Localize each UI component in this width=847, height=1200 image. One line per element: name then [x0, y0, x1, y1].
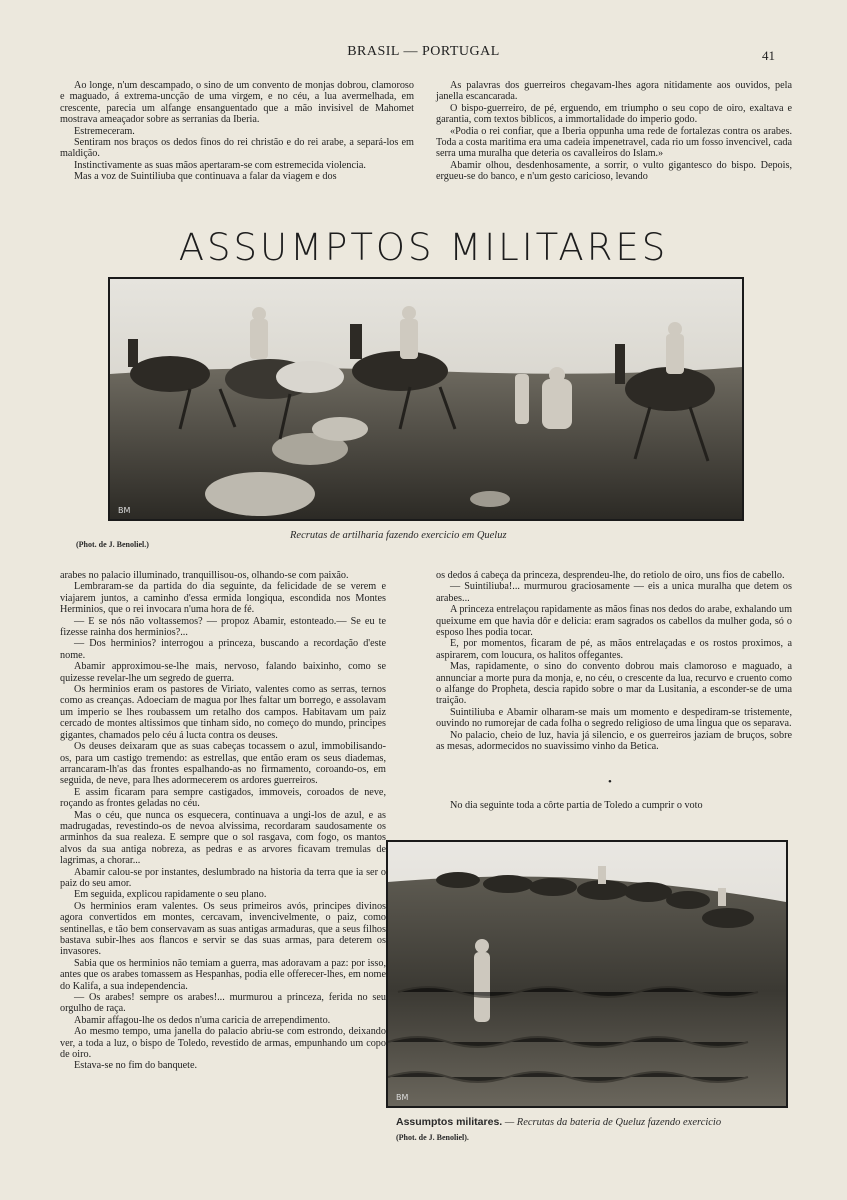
page-number: 41 — [762, 48, 775, 63]
paragraph: Sabia que os herminios não temiam a guerra, mas adoravam a paz: por isso, antes que os arabes tomassem as Hespanhas, podia elle offerecer-lhes, em nome do Kalifa, a sua independencia. — [60, 957, 386, 992]
paragraph: — Os arabes! sempre os arabes!... murmurou a princeza, ferida no seu orgulho de raça. — [60, 992, 386, 1015]
paragraph: Instinctivamente as suas mãos apertaram-se com estremecida violencia. — [74, 159, 366, 171]
running-title: BRASIL — PORTUGAL — [347, 44, 500, 59]
paragraph: — Suintiliuba!... murmurou graciosamente — eis a unica muralha que detem os arabes... — [436, 581, 792, 604]
paragraph: Lembraram-se da partida do dia seguinte, da felicidade de se verem e viajarem juntos, a caminho d'essa ermida longiqua, escondida nos Montes Herminios, que o rei invocara n'uma hora de fé. — [60, 581, 386, 616]
paragraph: Mas, rapidamente, o sino do convento dobrou mais clamoroso e maguado, a annunciar a morte pura da monja, e, no céu, o crescente da lua, recurvo e cruento como o alfange do Propheta, descia rapido sobre o mar da Lusitania, a esconder-se de uma traição. — [436, 661, 792, 707]
top-right-column — [436, 80, 792, 183]
paragraph: Estava-se no fim do banquete. — [74, 1060, 198, 1072]
photo-image — [388, 842, 786, 1106]
paragraph: Abamir affagou-lhe os dedos n'uma caricia de arrependimento. — [74, 1014, 331, 1026]
paragraph: Abamir approximou-se-lhe mais, nervoso, falando baixinho, como se quizesse revelar-lhe um segredo de guerra. — [60, 661, 386, 684]
paragraph: Mas o céu, que nunca os esquecera, continuava a ungi-los de azul, e as madrugadas, revestindo-os de nevoa alvissima, recordaram saudosamente os arminhos da sua realeza. E sempre que o sol rasgava, com fogo, os mantos alvos da sua antiga nobreza, as pedras e as arvores ficavam tremulas de lagrimas, a chorar... — [60, 809, 386, 867]
photo2-credit: (Phot. de J. Benoliel). — [396, 1133, 469, 1142]
paragraph: As palavras dos guerreiros chegavam-lhes agora nitidamente aos ouvidos, pela janella escancarada. — [436, 80, 792, 103]
photo1-credit: (Phot. de J. Benoliel.) — [76, 540, 149, 549]
paragraph: Sentiram nos braços os dedos finos do rei christão e do rei arabe, a separá-los em maldição. — [60, 137, 414, 160]
paragraph: — E se nós não voltassemos? — propoz Abamir, estonteado.— Se eu te fizesse rainha dos herminios?... — [60, 615, 386, 639]
paragraph: Abamir calou-se por instantes, deslumbrado na historia da terra que ia ser o paiz do seu amor. — [60, 866, 386, 889]
bottom-left-column — [60, 570, 386, 1072]
paragraph: O bispo-guerreiro, de pé, erguendo, em triumpho o seu copo de oiro, exaltava e garantia, com textos biblicos, a immortalidade do imperio godo. — [436, 102, 792, 126]
paragraph: Ao longe, n'um descampado, o sino de um convento de monjas dobrou, clamoroso e maguado, á extrema-uncção de uma virgem, e no céu, a lua avermelhada, em crescente, parecia um alfange ensanguentado que a mão invisivel de Mahomet mostrava ameaçador sobre as serranias da Iberia. — [60, 80, 414, 126]
photo-image — [110, 279, 742, 519]
paragraph: os dedos á cabeça da princeza, desprendeu-lhe, do retiolo de oiro, uns fios de cabello. — [436, 570, 785, 581]
top-left-column — [60, 80, 414, 183]
photo2-caption-text: — Recrutas da bateria de Queluz fazendo exercicio — [502, 1117, 722, 1128]
paragraph: Estremeceram. — [74, 125, 135, 137]
paragraph: Mas a voz de Suintiliuba que continuava a falar da viagem e dos — [74, 171, 337, 183]
paragraph: Os herminios eram valentes. Os seus primeiros avós, principes divinos agora convertidos em montes, cercavam, invencivelmente, o paiz, como sentinellas, e tão bem conservavam as suas antigas armaduras, que a seus filhos bastava subir-lhes aos flancos e servir se das suas armas, para deterem os invasores. — [60, 900, 386, 958]
paragraph: No dia seguinte toda a côrte partia de Toledo a cumprir o voto — [450, 800, 703, 811]
photo-monogram: BM — [118, 506, 131, 515]
paragraph: Os deuses deixaram que as suas cabeças tocassem o azul, immobilisando-os, para um castigo tremendo: as estrellas, que então eram os seus diademas, arrancaram-lh'as das frontes espalhando-as no firmamento, coroando-os, em seguida, de neve, para lhes adormecerem os ardores guerreiros. — [60, 741, 386, 787]
photo-artillery-recruits — [108, 277, 744, 521]
paragraph: Suintiliuba e Abamir olharam-se mais um momento e despediram-se tristemente, ouvindo no rumorejar de cada folha o segredo religioso de uma lingua que os separava. — [436, 706, 792, 730]
next-day-line — [436, 800, 792, 811]
photo2-caption-bold: Assumptos militares. — [396, 1116, 503, 1128]
separator-dot: • — [608, 776, 612, 788]
paragraph: Ao mesmo tempo, uma janella do palacio abriu-se com estrondo, deixando ver, a toda a luz, o bispo de Toledo, revestido de armas, empunhando um copo de oiro. — [60, 1026, 386, 1061]
photo2-caption — [396, 1116, 790, 1128]
paragraph: arabes no palacio illuminado, tranquillisou-os, olhando-se com paixão. — [60, 570, 349, 581]
paragraph: E assim ficaram para sempre castigados, immoveis, coroados de neve, roçando as frontes geladas no céu. — [60, 786, 386, 810]
paragraph: E, por momentos, ficaram de pé, as mãos entrelaçadas e os rostos proximos, a aspirarem, com loucura, os halitos offegantes. — [436, 638, 792, 661]
photo1-caption: Recrutas de artilharia fazendo exercicio em Queluz — [290, 530, 507, 541]
bottom-right-column — [436, 570, 792, 753]
paragraph: «Podia o rei confiar, que a Iberia oppunha uma rede de fortalezas contra os arabes. Toda a costa maritima era uma cadeia impenetravel, cada rio um fosso invencivel, cada serra uma muralha que deteria os cavalleiros do Islam.» — [436, 125, 792, 160]
paragraph: Abamir olhou, desdenhosamente, a sorrir, o vulto gigantesco do bispo. Depois, ergueu-se do banco, e n'um gesto caricioso, levando — [436, 159, 792, 183]
page-header — [0, 44, 847, 64]
paragraph: Os herminios eram os pastores de Viriato, valentes como as serras, ternos como as creanças. Adoeciam de magua por lhes faltar um borrego, e assolavam um imperio se lhes roubassem um retalho dos campos. Habitavam um paiz cercado de montes altissimos que tinham sido, no começo do mundo, principes gigantes, chamados pelo céu á lucta contra os deuses. — [60, 684, 386, 741]
paragraph: — Dos herminios? interrogou a princeza, buscando a recordação d'este nome. — [60, 638, 386, 661]
section-title: ASSUMPTOS MILITARES — [178, 226, 669, 269]
paragraph: A princeza entrelaçou rapidamente as mãos finas nos dedos do arabe, exhalando um queixume em que havia dôr e delicia: eram sagrados os cabellos da mulher goda, só o esposo lhes podia tocar. — [436, 604, 793, 639]
photo-battery-recruits — [386, 840, 788, 1108]
photo-monogram: BM — [396, 1093, 409, 1102]
paragraph: No palacio, cheio de luz, havia já silencio, e os guerreiros jaziam de bruços, sobre as mesas, adormecidos no suavissimo vinho da Betica. — [436, 729, 792, 753]
paragraph: Em seguida, explicou rapidamente o seu plano. — [74, 889, 267, 901]
